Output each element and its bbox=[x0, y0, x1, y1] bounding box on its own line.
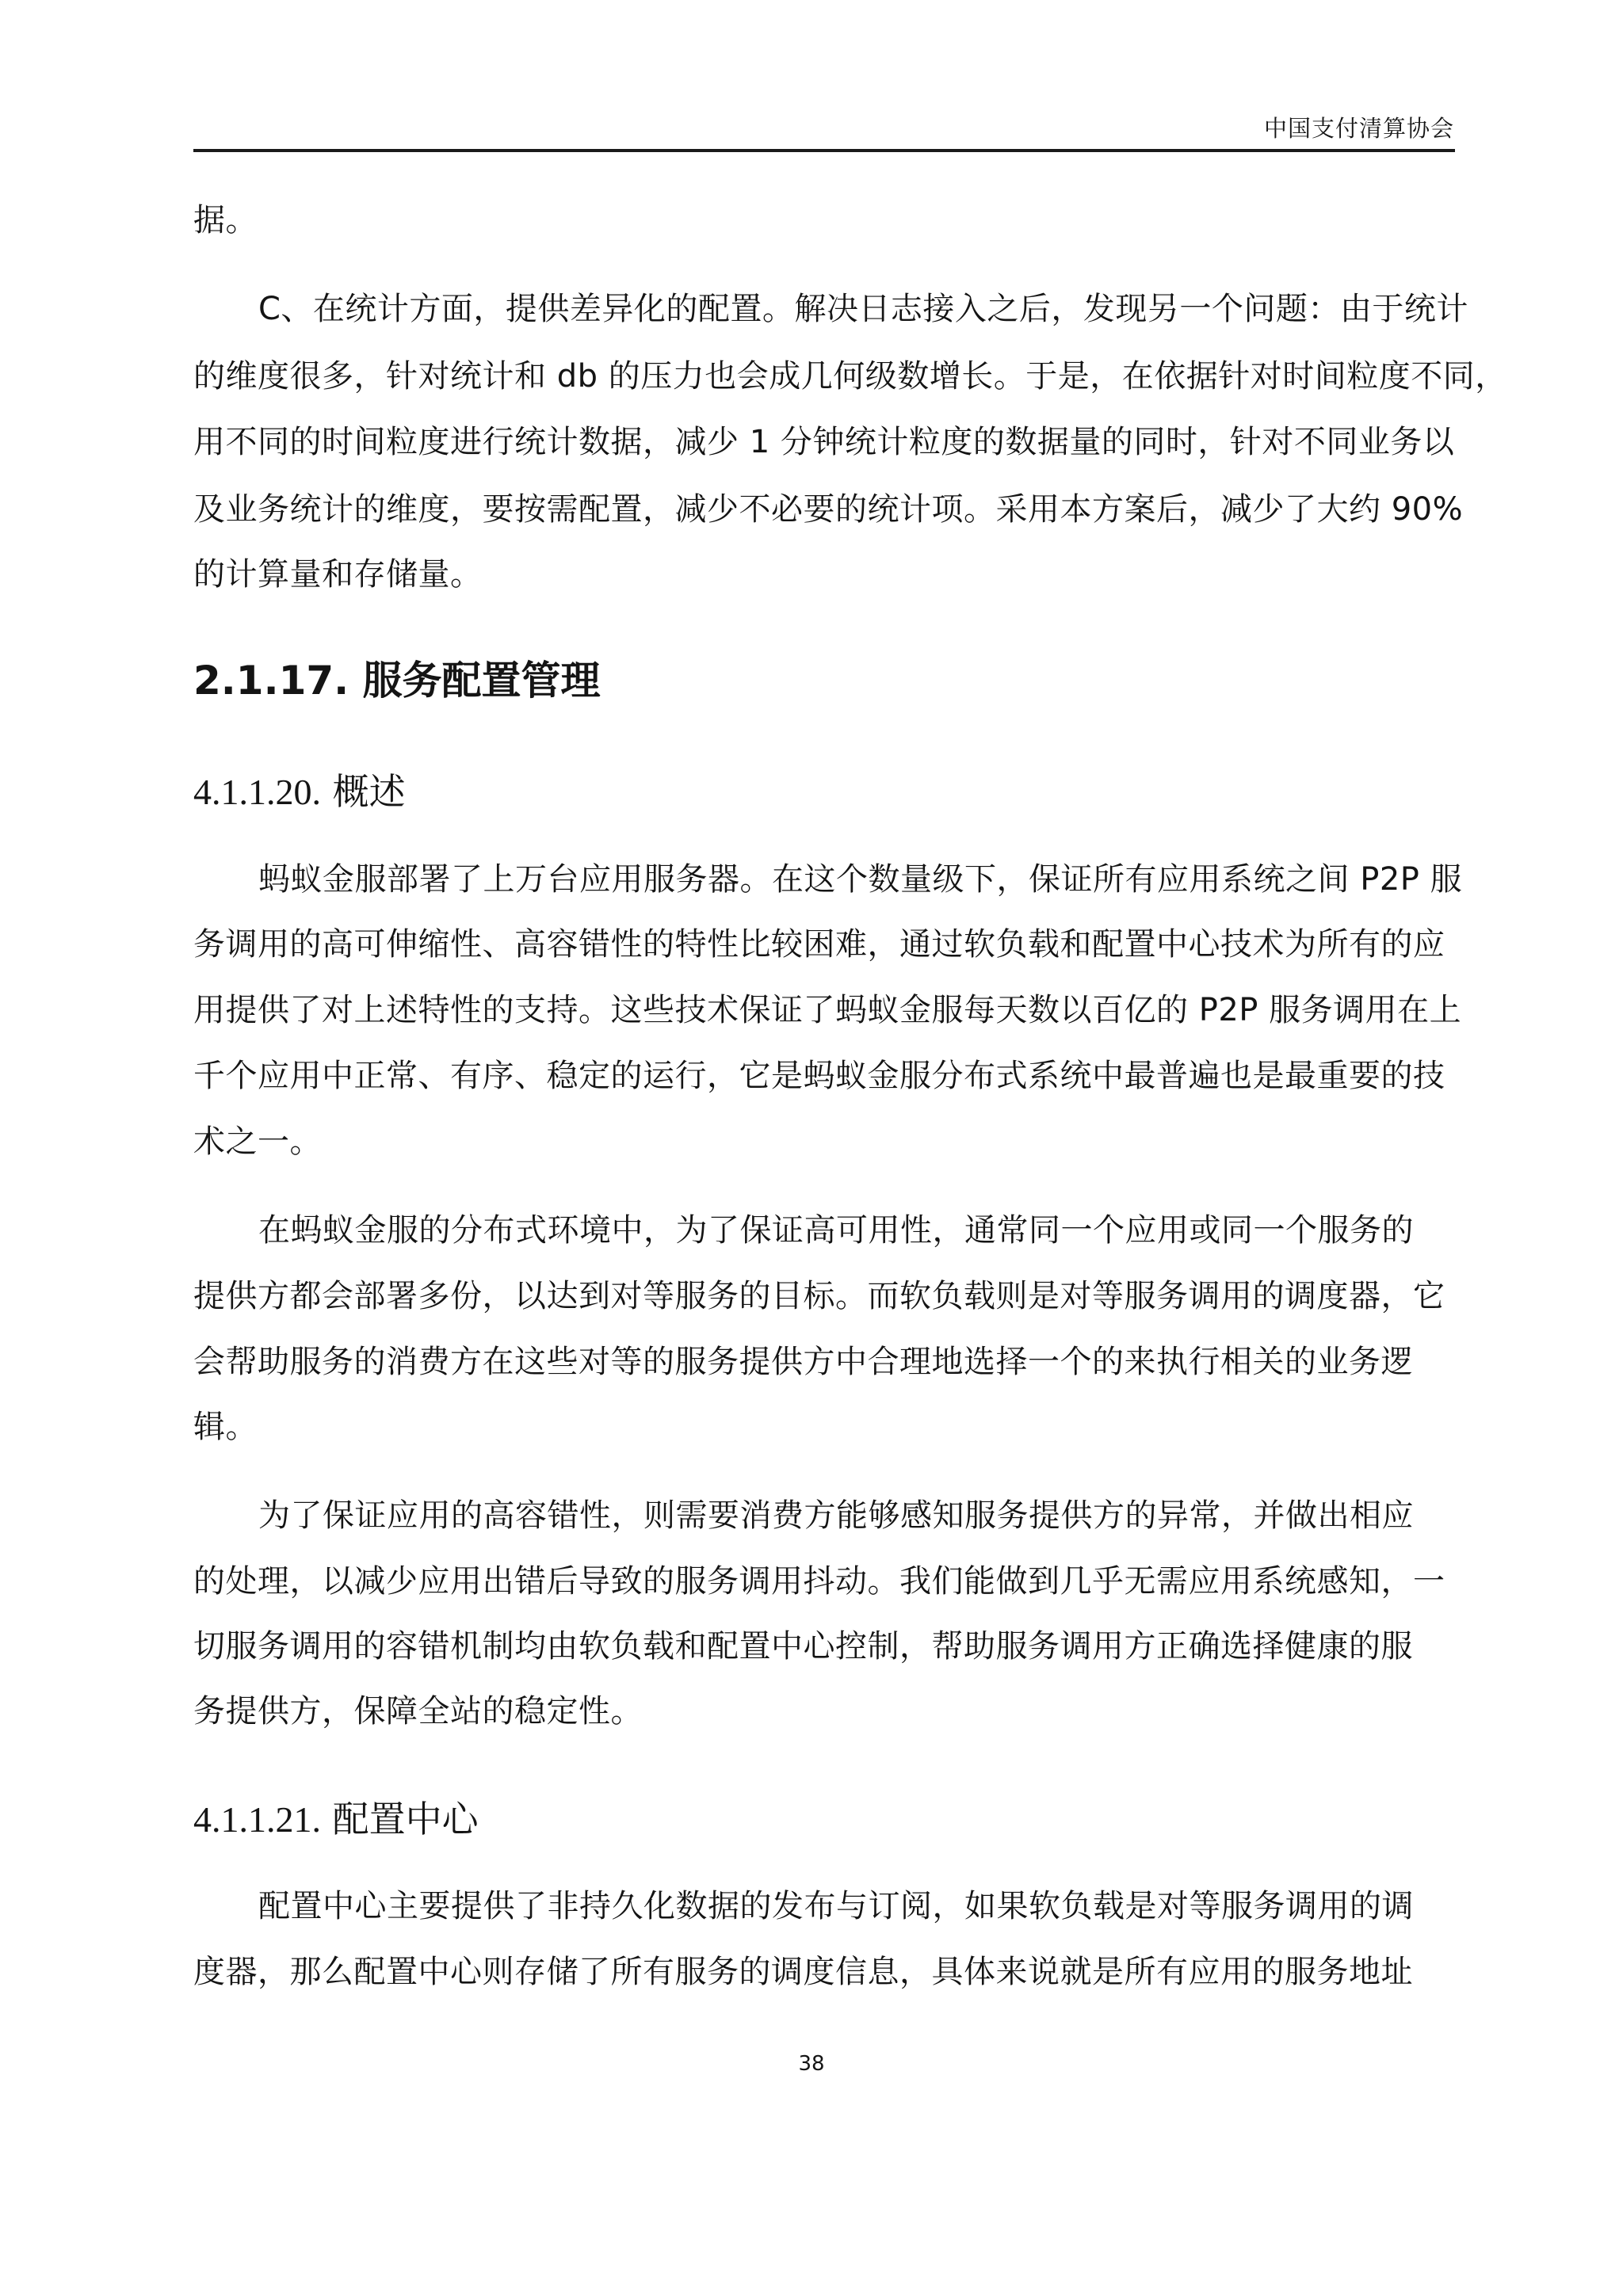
header-divider bbox=[193, 149, 1455, 152]
paragraph-line: 切服务调用的容错机制均由软负载和配置中心控制，帮助服务调用方正确选择健康的服 bbox=[193, 1628, 1413, 1665]
paragraph-line: 为了保证应用的高容错性，则需要消费方能够感知服务提供方的异常，并做出相应 bbox=[258, 1497, 1414, 1534]
page-number: 38 bbox=[798, 2052, 825, 2076]
subsection-title: 配置中心 bbox=[332, 1798, 479, 1840]
paragraph-line: 据。 bbox=[193, 202, 258, 238]
subsection-number: 4.1.1.20. bbox=[193, 772, 321, 812]
subsection-title: 概述 bbox=[332, 770, 406, 813]
paragraph-line: 千个应用中正常、有序、稳定的运行，它是蚂蚁金服分布式系统中最普遍也是最重要的技 bbox=[193, 1058, 1445, 1094]
subsection-heading bbox=[193, 1795, 479, 1844]
paragraph-line: 的维度很多，针对统计和 db 的压力也会成几何级数增长。于是，在依据针对时间粒度不同， bbox=[193, 358, 1507, 395]
paragraph-line: 务调用的高可伸缩性、高容错性的特性比较困难，通过软负载和配置中心技术为所有的应 bbox=[193, 926, 1445, 963]
section-heading: 2.1.17. 服务配置管理 bbox=[193, 658, 601, 704]
paragraph-line: 用不同的时间粒度进行统计数据，减少 1 分钟统计粒度的数据量的同时，针对不同业务以 bbox=[193, 424, 1455, 460]
paragraph-line: 度器，那么配置中心则存储了所有服务的调度信息，具体来说就是所有应用的服务地址 bbox=[193, 1954, 1413, 1990]
subsection-number: 4.1.1.21. bbox=[193, 1799, 321, 1840]
paragraph-line: 及业务统计的维度，要按需配置，减少不必要的统计项。采用本方案后，减少了大约 90% bbox=[193, 491, 1464, 528]
paragraph-line: 提供方都会部署多份，以达到对等服务的目标。而软负载则是对等服务调用的调度器，它 bbox=[193, 1278, 1445, 1314]
subsection-heading bbox=[193, 768, 406, 816]
paragraph-line: 在蚂蚁金服的分布式环境中，为了保证高可用性，通常同一个应用或同一个服务的 bbox=[258, 1212, 1414, 1249]
paragraph-line: 辑。 bbox=[193, 1409, 258, 1445]
paragraph-line: 的处理，以减少应用出错后导致的服务调用抖动。我们能做到几乎无需应用系统感知，一 bbox=[193, 1563, 1445, 1600]
paragraph-line: 的计算量和存储量。 bbox=[193, 556, 483, 593]
paragraph-line: 会帮助服务的消费方在这些对等的服务提供方中合理地选择一个的来执行相关的业务逻 bbox=[193, 1344, 1413, 1380]
header-organization: 中国支付清算协会 bbox=[1263, 115, 1454, 142]
paragraph-line: 用提供了对上述特性的支持。这些技术保证了蚂蚁金服每天数以百亿的 P2P 服务调用在上 bbox=[193, 992, 1462, 1028]
paragraph-line: 配置中心主要提供了非持久化数据的发布与订阅，如果软负载是对等服务调用的调 bbox=[258, 1888, 1414, 1924]
paragraph-line: 务提供方，保障全站的稳定性。 bbox=[193, 1693, 643, 1730]
paragraph-line: C、在统计方面，提供差异化的配置。解决日志接入之后，发现另一个问题：由于统计 bbox=[258, 291, 1468, 327]
paragraph-line: 蚂蚁金服部署了上万台应用服务器。在这个数量级下，保证所有应用系统之间 P2P 服 bbox=[258, 861, 1463, 898]
paragraph-line: 术之一。 bbox=[193, 1123, 322, 1160]
